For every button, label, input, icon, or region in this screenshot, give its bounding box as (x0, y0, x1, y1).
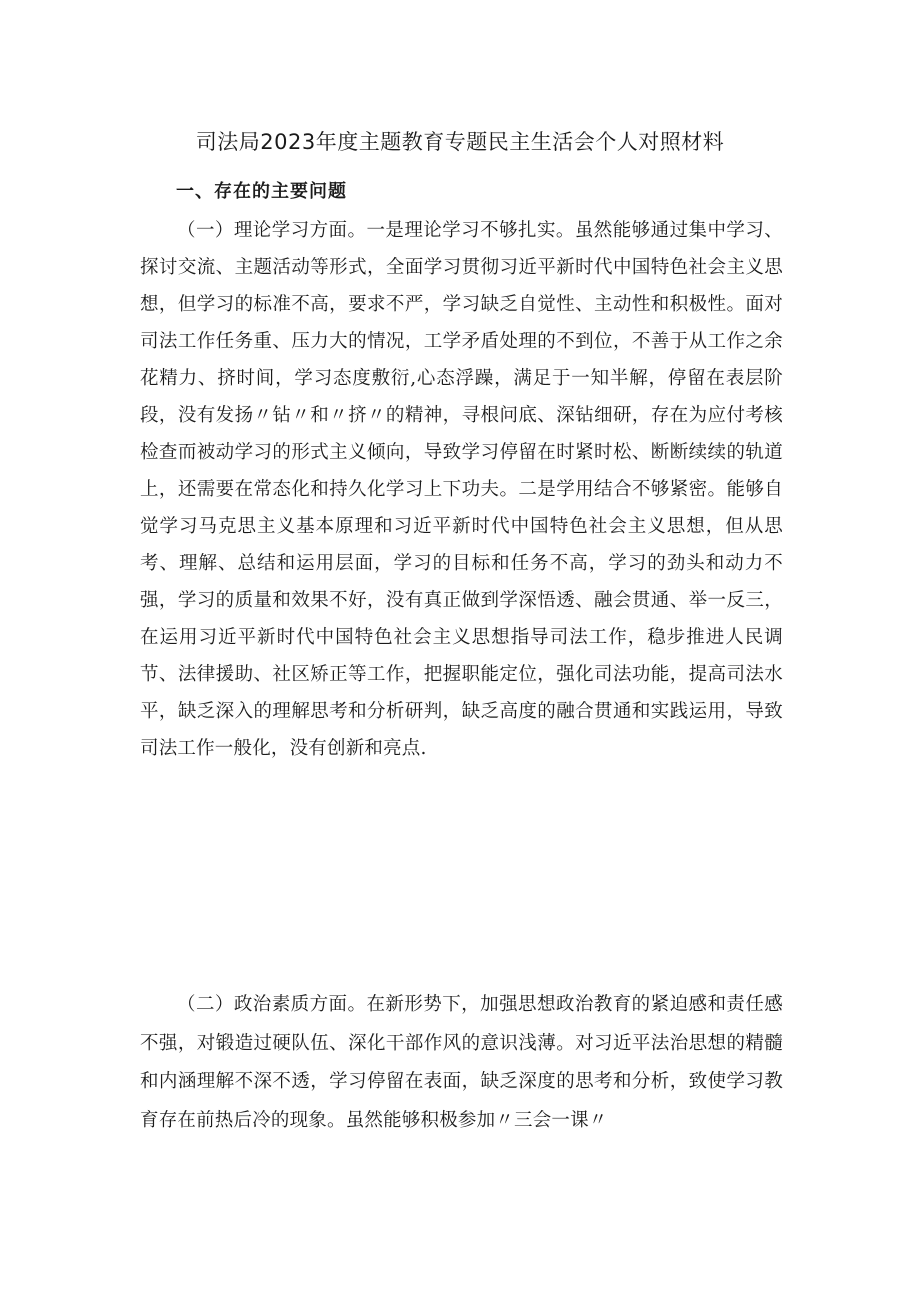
paragraph-political-quality: （二）政治素质方面。在新形势下，加强思想政治教育的紧迫感和责任感不强，对锻造过硬队伍、深化干部作风的意识浅薄。对习近平法治思想的精髓和内涵理解不深不透，学习停留在表面，缺乏深度的思考和分析，致使学习教育存在前热后冷的现象。虽然能够积极参加〃三会一课〃 (140, 994, 783, 1131)
document-title: 司法局2023年度主题教育专题民主生活会个人对照材料 (195, 130, 725, 154)
section-heading: 一、存在的主要问题 (176, 181, 347, 202)
paragraph-theory-study: （一）理论学习方面。一是理论学习不够扎实。虽然能够通过集中学习、探讨交流、主题活动等形式，全面学习贯彻习近平新时代中国特色社会主义思想，但学习的标准不高，要求不严，学习缺乏自觉性、主动性和积极性。面对司法工作任务重、压力大的情况，工学矛盾处理的不到位，不善于从工作之余花精力、挤时间，学习态度敷衍,心态浮躁，满足于一知半解，停留在表层阶段，没有发扬〃钻〃和〃挤〃的精神，寻根问底、深钻细研，存在为应付考核检查而被动学习的形式主义倾向，导致学习停留在时紧时松、断断续续的轨道上，还需要在常态化和持久化学习上下功夫。二是学用结合不够紧密。能够自觉学习马克思主义基本原理和习近平新时代中国特色社会主义思想，但从思考、理解、总结和运用层面，学习的目标和任务不高，学习的劲头和动力不强，学习的质量和效果不好，没有真正做到学深悟透、融会贯通、举一反三，在运用习近平新时代中国特色社会主义思想指导司法工作，稳步推进人民调节、法律援助、社区矫正等工作，把握职能定位，强化司法功能，提高司法水平，缺乏深入的理解思考和分析研判，缺乏高度的融合贯通和实践运用，导致司法工作一般化，没有创新和亮点. (140, 220, 783, 759)
